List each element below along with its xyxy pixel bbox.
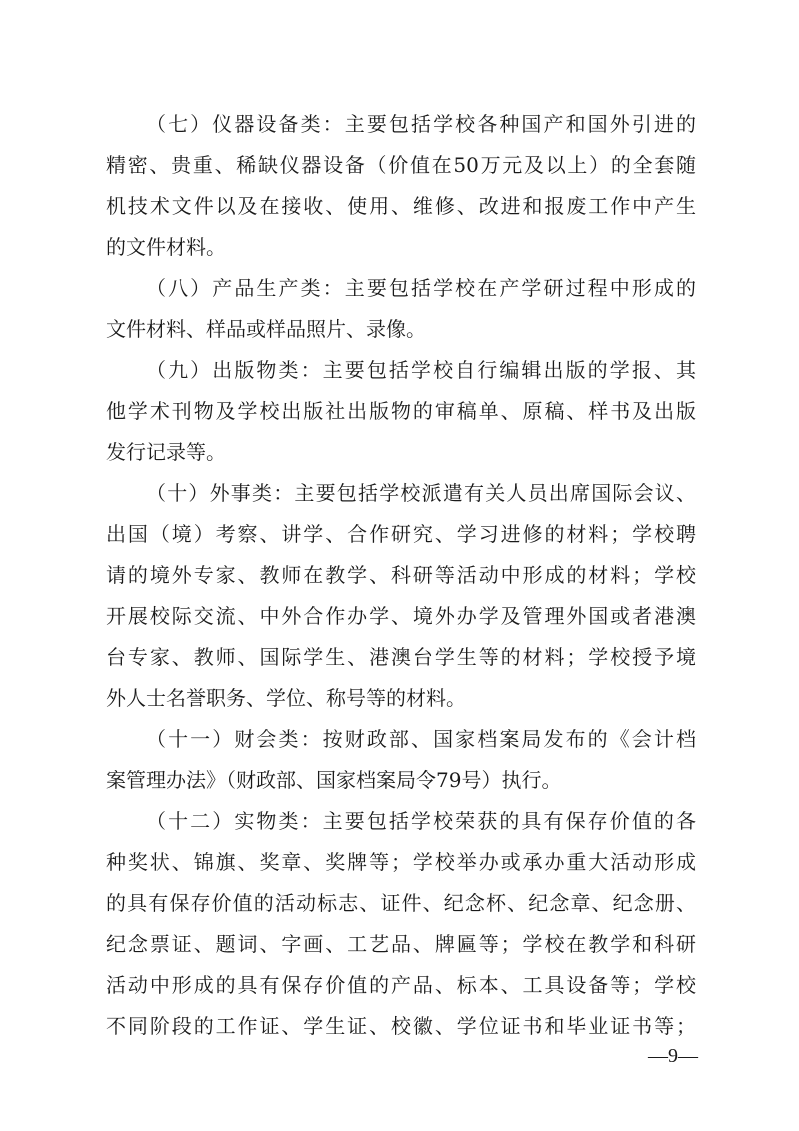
- paragraph-physical-objects-line-4: 纪念票证、题词、字画、工艺品、牌匾等；学校在教学和科研: [106, 932, 696, 956]
- paragraph-publications-line-1: （九）出版物类：主要包括学校自行编辑出版的学报、其: [146, 358, 696, 382]
- paragraph-foreign-affairs-line-4: 开展校际交流、中外合作办学、境外办学及管理外国或者港澳: [106, 604, 696, 628]
- page-number: —9—: [648, 1045, 698, 1067]
- paragraph-finance-line-2: 案管理办法》（财政部、国家档案局令79号）执行。: [106, 768, 562, 792]
- paragraph-foreign-affairs-line-6: 外人士名誉职务、学位、称号等的材料。: [106, 686, 466, 710]
- paragraph-physical-objects-line-6: 不同阶段的工作证、学生证、校徽、学位证书和毕业证书等；: [106, 1014, 696, 1038]
- paragraph-products-line-2: 文件材料、样品或样品照片、录像。: [106, 317, 426, 341]
- paragraph-physical-objects-line-1: （十二）实物类：主要包括学校荣获的具有保存价值的各: [146, 809, 696, 833]
- paragraph-physical-objects-line-3: 的具有保存价值的活动标志、证件、纪念杯、纪念章、纪念册、: [106, 891, 696, 915]
- paragraph-instruments-line-3: 机技术文件以及在接收、使用、维修、改进和报废工作中产生: [106, 194, 696, 218]
- paragraph-publications-line-3: 发行记录等。: [106, 440, 226, 464]
- paragraph-physical-objects-line-2: 种奖状、锦旗、奖章、奖牌等；学校举办或承办重大活动形成: [106, 850, 696, 874]
- paragraph-instruments-line-4: 的文件材料。: [106, 235, 226, 259]
- paragraph-instruments-line-1: （七）仪器设备类：主要包括学校各种国产和国外引进的: [146, 112, 696, 136]
- paragraph-instruments-line-2: 精密、贵重、稀缺仪器设备（价值在50万元及以上）的全套随: [106, 153, 696, 177]
- paragraph-publications-line-2: 他学术刊物及学校出版社出版物的审稿单、原稿、样书及出版: [106, 399, 696, 423]
- paragraph-products-line-1: （八）产品生产类：主要包括学校在产学研过程中形成的: [146, 276, 696, 300]
- paragraph-foreign-affairs-line-5: 台专家、教师、国际学生、港澳台学生等的材料；学校授予境: [106, 645, 696, 669]
- paragraph-foreign-affairs-line-1: （十）外事类：主要包括学校派遣有关人员出席国际会议、: [146, 481, 696, 505]
- paragraph-foreign-affairs-line-2: 出国（境）考察、讲学、合作研究、学习进修的材料；学校聘: [106, 522, 696, 546]
- paragraph-finance-line-1: （十一）财会类：按财政部、国家档案局发布的《会计档: [146, 727, 696, 751]
- paragraph-physical-objects-line-5: 活动中形成的具有保存价值的产品、标本、工具设备等；学校: [106, 973, 696, 997]
- paragraph-foreign-affairs-line-3: 请的境外专家、教师在教学、科研等活动中形成的材料；学校: [106, 563, 696, 587]
